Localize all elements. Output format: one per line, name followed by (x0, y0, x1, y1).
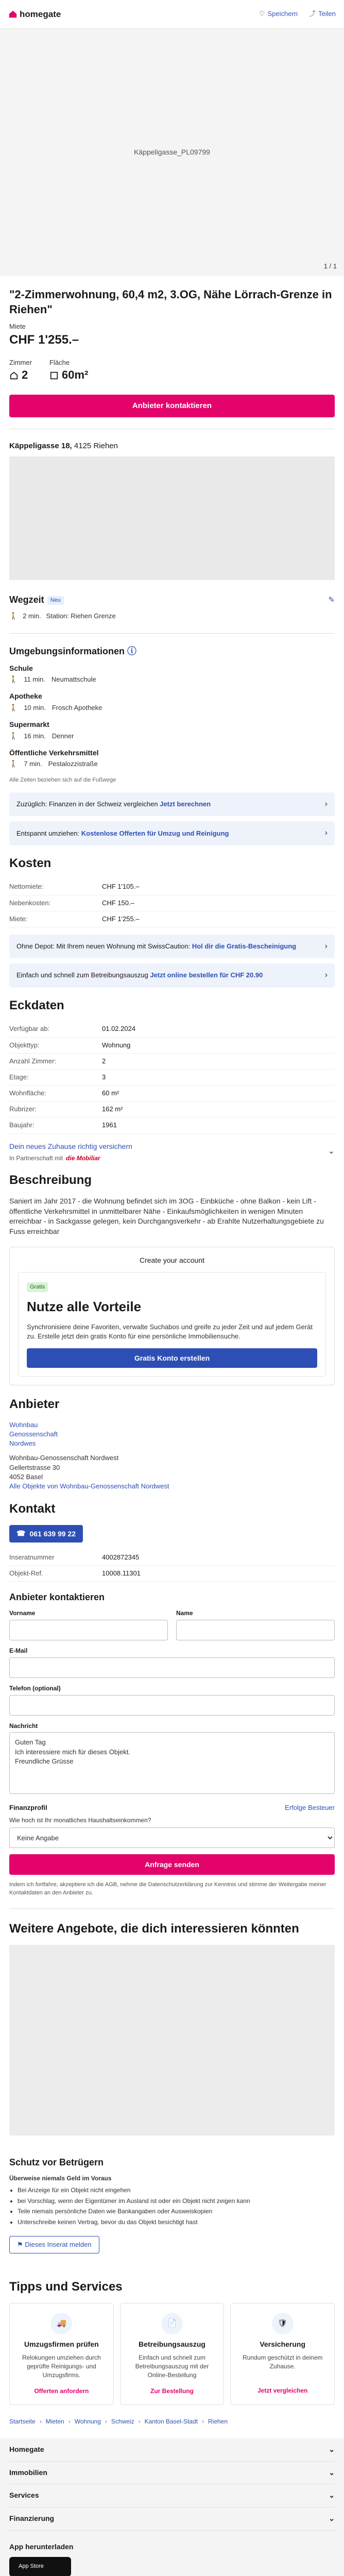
tax-promo[interactable] (9, 792, 335, 816)
key-facts (9, 358, 335, 383)
detail-label: Verfügbar ab: (9, 1025, 50, 1033)
email-field[interactable] (9, 1657, 335, 1678)
rooms-fact (9, 358, 32, 383)
list-item: • Teile niemals persönliche Daten wie Bankangaben oder Ausweiskopien (18, 2207, 335, 2216)
tips-heading: Tipps und Services (9, 2279, 123, 2294)
detail-value: Wohnung (102, 1041, 131, 1049)
walk-icon: 🚶 (9, 675, 18, 684)
detail-value: 3 (102, 1073, 106, 1081)
list-item (9, 1086, 335, 1101)
tip-text: Relokungen umziehen durch geprüfte Reinigungs- und Umzugsfirms. (22, 2354, 101, 2379)
table-row (9, 879, 335, 895)
share-icon: ⤴ (309, 10, 316, 18)
walk-icon: 🚶 (9, 612, 18, 620)
breadcrumb-separator: › (68, 2418, 71, 2426)
tip-title: Betreibungsauszug (139, 2340, 205, 2348)
footer-section-label: Finanzierung (9, 2514, 55, 2522)
finance-label: Finanzprofil (9, 1804, 47, 1812)
contact-heading: Kontakt (9, 1502, 56, 1516)
create-account-button[interactable]: Gratis Konto erstellen (27, 1348, 317, 1368)
walk-time-header (9, 594, 335, 606)
list-item (9, 1070, 335, 1086)
footer-section[interactable] (9, 2484, 335, 2507)
tip-card[interactable] (230, 2303, 335, 2405)
breadcrumb (9, 2417, 335, 2426)
fraud-intro: Überweise niemals Geld im Voraus (9, 2174, 112, 2182)
extract-promo[interactable] (9, 963, 335, 987)
finance-question: Wie hoch ist Ihr monatliches Haushaltseinkommen? (9, 1816, 151, 1824)
walk-time: 2 min. (23, 612, 41, 620)
footer-section-label: Homegate (9, 2445, 44, 2454)
breadcrumb-item[interactable]: Kanton Basel-Stadt (144, 2418, 198, 2426)
costs-heading: Kosten (9, 856, 51, 870)
details-list (9, 1021, 335, 1133)
description-text: Saniert im Jahr 2017 - die Wohnung befindet sich im 3OG - Einbküche - ohne Balkon - kein Lift - öffentliche Verkehrsmittel in unmittelbarer Nähe - Einkaufsmöglichkeiten in wenigen Minuten erreichbar - in Sackgasse gelegen, kein Durchgangsverkehr - ab Erahlte Nutzerhaltungsgebiete zu Fuss erreichbar (9, 1197, 324, 1235)
breadcrumb-item[interactable]: Mieten (45, 2418, 64, 2426)
extract-promo-link[interactable]: Jetzt online bestellen für CHF 20.90 (150, 971, 263, 979)
tax-promo-text: Zuzüglich: Finanzen in der Schweiz vergleichen (16, 800, 158, 808)
detail-label: Etage: (9, 1073, 29, 1081)
surroundings-place: Neumattschule (51, 675, 96, 684)
price-label: Miete (9, 323, 26, 331)
app-store-badge[interactable] (9, 2557, 71, 2576)
share-button[interactable] (309, 9, 336, 19)
benefits-card (18, 1272, 326, 1377)
last-name-label: Name (176, 1609, 193, 1617)
breadcrumb-item[interactable]: Wohnung (74, 2418, 101, 2426)
breadcrumb-item[interactable]: Riehen (208, 2418, 228, 2426)
reference-label: Inseratnummer (9, 1553, 55, 1561)
surroundings-supermarket (9, 720, 335, 741)
move-promo-text: Entspannt umziehen: (16, 829, 80, 837)
legal-text: Indem ich fortfahre, akzeptiere ich die AGB, nehme die Datenschutzerklärung zur Kenntnis und stimme der Weitergabe meiner Kontaktdaten an den Anbieter zu. (9, 1882, 326, 1896)
tip-title: Umzugsfirmen prüfen (24, 2340, 99, 2348)
footer-section-label: Immobilien (9, 2468, 47, 2477)
save-label: Speichern (267, 10, 298, 18)
breadcrumb-item[interactable]: Startseite (9, 2418, 36, 2426)
cost-value: CHF 1'255.– (102, 914, 140, 923)
list-item (9, 1038, 335, 1054)
breadcrumb-separator: › (201, 2418, 204, 2426)
email-label: E-Mail (9, 1647, 28, 1655)
tip-card[interactable] (120, 2303, 225, 2405)
surroundings-title: Apotheke (9, 692, 42, 701)
surroundings-title: Supermarkt (9, 720, 49, 729)
surroundings-heading (9, 645, 335, 658)
edit-icon[interactable]: ✎ (328, 596, 335, 605)
provider-heading: Anbieter (9, 1397, 60, 1412)
list-item: • bei Vorschlag, wenn der Eigentümer im Ausland ist oder ein Objekt nicht zeigen kann (18, 2197, 335, 2206)
detail-label: Wohnfläche: (9, 1089, 47, 1097)
walk-icon: 🚶 (9, 760, 18, 768)
provider-logo-line: Genossenschaft (9, 1430, 58, 1438)
chevron-down-icon: ⌄ (329, 2445, 335, 2454)
address-city: 4125 Riehen (74, 441, 118, 450)
tip-link[interactable]: Offerten anfordern (34, 2387, 89, 2395)
deposit-promo-text: Ohne Depot: Mit Ihrem neuen Wohnung mit SwissCaution: (16, 942, 191, 951)
area-icon (49, 371, 59, 380)
similar-listings-carousel[interactable] (9, 1945, 335, 2136)
fraud-tips (9, 2174, 335, 2227)
divider (9, 633, 335, 634)
deposit-promo-link[interactable]: Hol dir die Gratis-Bescheinigung (192, 942, 297, 951)
tax-promo-link[interactable]: Jetzt berechnen (160, 800, 211, 808)
provider-all-listings-link[interactable]: Alle Objekte von Wohnbau-Genossenschaft Nordwest (9, 1482, 169, 1490)
reference-label: Objekt-Ref. (9, 1569, 43, 1577)
detail-value: 162 m² (102, 1105, 123, 1113)
list-item (9, 1021, 335, 1037)
provider-city: 4052 Basel (9, 1472, 43, 1481)
walk-icon: 🚶 (9, 703, 18, 711)
cost-value: CHF 1'105.– (102, 883, 140, 891)
cost-label: Nettomiete: (9, 883, 44, 891)
message-field[interactable] (9, 1732, 335, 1794)
logo-text: homegate (20, 9, 61, 19)
chevron-right-icon: › (324, 800, 328, 809)
detail-value: 1961 (102, 1121, 117, 1129)
document-icon: 📄 (161, 2313, 183, 2334)
app-download-heading: App herunterladen (9, 2542, 74, 2551)
surroundings-transport (9, 748, 335, 769)
footer-section[interactable] (9, 2438, 335, 2462)
contact-provider-button[interactable]: Anbieter kontaktieren (9, 395, 335, 417)
cost-label: Miete: (9, 914, 28, 923)
walk-time-line (9, 612, 335, 621)
walk-time-heading: Wegzeit (9, 594, 44, 605)
surroundings-time: 10 min. (24, 703, 46, 711)
reference-list (9, 1550, 335, 1582)
message-label: Nachricht (9, 1722, 38, 1730)
list-item (9, 1550, 335, 1566)
surroundings-title: Öffentliche Verkehrsmittel (9, 748, 99, 757)
house-icon (8, 9, 18, 19)
detail-label: Anzahl Zimmer: (9, 1057, 57, 1065)
mobiliar-logo: die Mobiliar (66, 1154, 100, 1162)
benefits-text: Synchronisiere deine Favoriten, verwalte Suchabos und greife zu jeder Zeit und auf jedem Gerät zu. Erstelle jetzt dein gratis Konto für eine persönliche Immobiliensuche. (27, 1323, 313, 1340)
surroundings-note: Alle Zeiten beziehen sich auf die Fußwege (9, 776, 116, 783)
shield-icon: 🛡 (272, 2313, 294, 2334)
logo[interactable] (8, 8, 61, 21)
surroundings-place: Denner (51, 732, 74, 740)
footer-section-label: Services (9, 2491, 39, 2500)
phone-field[interactable] (9, 1695, 335, 1716)
rooms-label: Zimmer (9, 358, 32, 366)
moving-truck-icon: 🚚 (50, 2313, 72, 2334)
cost-value: CHF 150.– (102, 899, 134, 907)
chevron-down-icon: ⌄ (328, 1147, 335, 1156)
surroundings-title: Schule (9, 664, 33, 672)
breadcrumb-separator: › (39, 2418, 42, 2426)
reference-value: 4002872345 (102, 1553, 140, 1561)
phone-label: Telefon (optional) (9, 1684, 61, 1692)
breadcrumb-separator: › (105, 2418, 107, 2426)
top-actions (259, 9, 336, 19)
cost-label: Nebenkosten: (9, 899, 51, 907)
name-fields (9, 1609, 335, 1640)
heart-icon: ♡ (259, 10, 265, 18)
form-heading: Anbieter kontaktieren (9, 1592, 105, 1603)
breadcrumb-item[interactable]: Schweiz (111, 2418, 134, 2426)
address (9, 440, 335, 451)
info-icon[interactable]: ⓘ (127, 646, 137, 657)
map[interactable] (9, 456, 335, 580)
phone-number: 061 639 99 22 (29, 1529, 76, 1538)
tip-link[interactable]: Zur Bestellung (150, 2387, 194, 2395)
create-account-box (9, 1247, 335, 1385)
extract-promo-text: Einfach und schnell zum Betreibungsauszug (16, 971, 148, 979)
phone-icon: ☎ (16, 1529, 26, 1538)
list-item: • Bei Anzeige für ein Objekt nicht eingehen (18, 2186, 335, 2195)
description-heading: Beschreibung (9, 1173, 92, 1188)
chevron-down-icon: ⌄ (329, 2468, 335, 2477)
provider-logo-line: Nordwes (9, 1439, 36, 1448)
tip-card[interactable] (9, 2303, 114, 2405)
insurance-row[interactable] (9, 1141, 335, 1163)
benefits-heading: Nutze alle Vorteile (27, 1299, 142, 1315)
surroundings-time: 16 min. (24, 732, 46, 740)
divider (9, 1908, 335, 1909)
breadcrumb-separator: › (138, 2418, 141, 2426)
save-button[interactable] (259, 9, 298, 19)
detail-value: 2 (102, 1057, 106, 1065)
price-value: CHF 1'255.– (9, 333, 79, 347)
detail-label: Objekttyp: (9, 1041, 40, 1049)
list-item: • Unterschreibe keinen Vertrag, bevor du das Objekt besichtigt hast (18, 2218, 335, 2227)
tips-cards (9, 2303, 335, 2405)
insurance-link[interactable]: Dein neues Zuhause richtig versichern (9, 1142, 132, 1150)
footer-section[interactable] (9, 2462, 335, 2485)
new-badge: Neu (47, 596, 64, 605)
surroundings-place: Pestalozzistraße (48, 760, 98, 768)
tip-link[interactable]: Jetzt vergleichen (257, 2387, 308, 2395)
app-store-label: App Store (19, 2563, 44, 2570)
list-item (9, 1117, 335, 1133)
chevron-right-icon: › (324, 941, 328, 951)
chevron-right-icon: › (324, 828, 328, 838)
list-item (9, 1101, 335, 1117)
fraud-heading: Schutz vor Betrügern (9, 2157, 104, 2167)
first-name-input[interactable] (9, 1620, 168, 1640)
tip-title: Versicherung (260, 2340, 306, 2348)
finance-row (9, 1803, 335, 1812)
list-item (9, 1054, 335, 1070)
create-account-title: Create your account (139, 1256, 205, 1265)
share-label: Teilen (318, 10, 336, 18)
partner-line (9, 1154, 132, 1163)
detail-label: Baujahr: (9, 1121, 35, 1129)
detail-value: 01.02.2024 (102, 1025, 136, 1033)
provider-logo-line: Wohnbau (9, 1420, 38, 1429)
list-item (9, 1566, 335, 1582)
detail-value: 60 m² (102, 1089, 119, 1097)
surroundings-pharmacy (9, 691, 335, 713)
walk-destination: Station: Riehen Grenze (46, 612, 116, 620)
listing-title: "2-Zimmerwohnung, 60,4 m2, 3.OG, Nähe Lörrach-Grenze in Riehen" (9, 288, 332, 316)
chevron-down-icon: ⌄ (329, 2514, 335, 2522)
image-placeholder: Käppeligasse_PL09799 (134, 148, 210, 157)
area-value: 60m² (62, 368, 89, 382)
chevron-right-icon: › (324, 971, 328, 980)
deposit-promo[interactable] (9, 935, 335, 958)
surroundings-time: 11 min. (24, 675, 45, 684)
chevron-down-icon: ⌄ (329, 2491, 335, 2500)
income-select[interactable] (9, 1827, 335, 1848)
surroundings-school (9, 664, 335, 685)
address-street: Käppeligasse 18, (9, 441, 72, 450)
walk-icon: 🚶 (9, 732, 18, 740)
send-request-button[interactable]: Anfrage senden (9, 1854, 335, 1875)
finance-link[interactable]: Erfolge Besteuer (285, 1804, 335, 1812)
top-bar (0, 0, 344, 29)
surroundings-time: 7 min. (24, 760, 42, 768)
report-listing-label: Dieses Inserat melden (25, 2240, 92, 2248)
surroundings-heading-text: Umgebungsinformationen (9, 646, 125, 657)
footer-section[interactable] (9, 2507, 335, 2531)
provider-info (9, 1420, 335, 1491)
table-row (9, 911, 335, 927)
rooms-value: 2 (22, 368, 28, 382)
report-listing-button[interactable] (9, 2236, 99, 2253)
area-label: Fläche (49, 358, 70, 366)
costs-table (9, 879, 335, 927)
table-row (9, 895, 335, 911)
footer (0, 2438, 344, 2576)
similar-heading: Weitere Angebote, die dich interessieren könnten (9, 1922, 299, 1936)
phone-button[interactable] (9, 1525, 83, 1543)
free-badge: Gratis (27, 1282, 48, 1292)
tip-text: Einfach und schnell zum Betreibungsauszug mit der Online-Bestellung (135, 2354, 209, 2379)
last-name-input[interactable] (176, 1620, 335, 1640)
details-heading: Eckdaten (9, 998, 64, 1012)
partner-text: In Partnerschaft mit (9, 1154, 63, 1162)
gallery-counter: 1 / 1 (323, 262, 337, 270)
provider-name: Wohnbau-Genossenschaft Nordwest (9, 1454, 119, 1462)
move-promo-link[interactable]: Kostenlose Offerten für Umzug und Reinigung (81, 829, 229, 837)
tip-text: Rundum geschützt in deinem Zuhause. (242, 2354, 323, 2370)
provider-street: Gellertstrasse 30 (9, 1463, 60, 1471)
area-fact (49, 358, 88, 383)
move-promo[interactable] (9, 821, 335, 845)
first-name-label: Vorname (9, 1609, 36, 1617)
detail-label: Rubrizer: (9, 1105, 37, 1113)
room-icon (9, 371, 19, 380)
reference-value: 10008.11301 (102, 1569, 141, 1577)
surroundings-place: Frosch Apotheke (51, 703, 102, 711)
image-gallery[interactable] (0, 29, 344, 276)
flag-icon: ⚑ (17, 2240, 23, 2248)
